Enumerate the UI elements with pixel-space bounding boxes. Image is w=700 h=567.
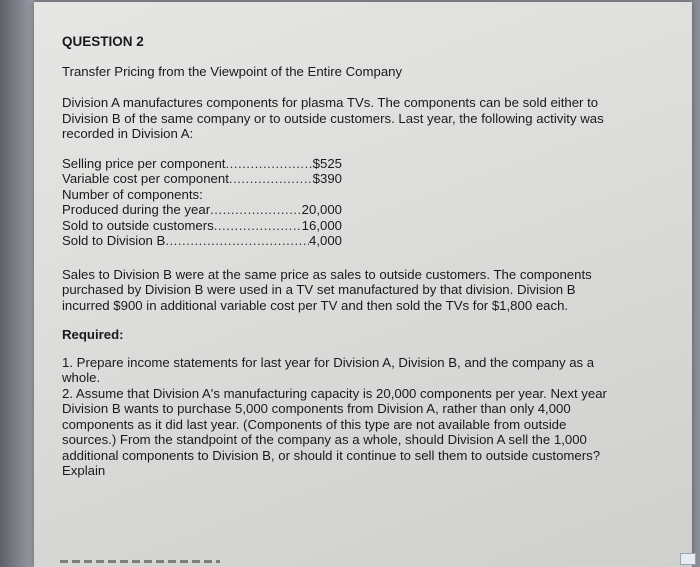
data-row-value: $390: [312, 171, 342, 186]
intro-paragraph: Division A manufactures components for plasma TVs. The components can be sold either to Division B of the same company or to outside customers. Last year, the following activity was recorded in Division A:: [62, 95, 604, 141]
required-item-1: 1. Prepare income statements for last year for Division A, Division B, and the company as a whole.: [62, 354, 595, 385]
data-row-label: Number of components:: [62, 186, 203, 202]
question-content: [62, 34, 622, 479]
data-row-label: Selling price per component: [62, 155, 226, 171]
data-row-value: 16,000: [301, 217, 342, 233]
question-subtitle: Transfer Pricing from the Viewpoint of the Entire Company: [62, 63, 403, 79]
question-title: QUESTION 2: [62, 34, 144, 49]
leader-dots: [210, 202, 302, 218]
data-row-number-of-components: [62, 187, 342, 203]
leader-dots: [214, 218, 302, 234]
cut-off-text-edge: [60, 560, 220, 563]
leader-dots: [165, 233, 309, 249]
corner-icon: [680, 553, 696, 565]
data-row-label: Sold to outside customers: [62, 217, 214, 233]
data-row-label: Produced during the year: [62, 202, 211, 217]
data-row-value: 4,000: [308, 233, 342, 248]
data-row-sold-outside: [62, 218, 342, 234]
required-item-2: 2. Assume that Division A's manufacturing capacity is 20,000 components per year. Next year Division B wants to purchase 5,000 components from Division A, rather than only 4,000 components as it did last year. (Components of this type are not available from outside sources.) From the standpoint of the company as a whole, should Division A sell the 1,000 additional components to Division B, or should it continue to sell them to outside customers? Explain: [62, 385, 607, 478]
leader-dots: [225, 156, 312, 172]
leader-dots: [229, 171, 313, 187]
data-row-produced: [62, 202, 342, 218]
data-row-label: Sold to Division B: [62, 233, 166, 248]
data-row-label: Variable cost per component: [62, 171, 229, 186]
required-heading: Required:: [62, 327, 124, 342]
data-row-value: 20,000: [301, 202, 342, 217]
data-row-value: $525: [312, 155, 342, 171]
data-row-selling-price: [62, 156, 342, 172]
data-row-sold-division-b: [62, 233, 342, 249]
data-row-variable-cost: [62, 171, 342, 187]
background-edge: [0, 0, 34, 567]
sales-paragraph: Sales to Division B were at the same price as sales to outside customers. The components purchased by Division B were used in a TV set manufactured by that division. Division B incurred $900 in additional variable cost per TV and then sold the TVs for $1,800 each.: [62, 266, 592, 313]
activity-data-list: [62, 156, 622, 249]
